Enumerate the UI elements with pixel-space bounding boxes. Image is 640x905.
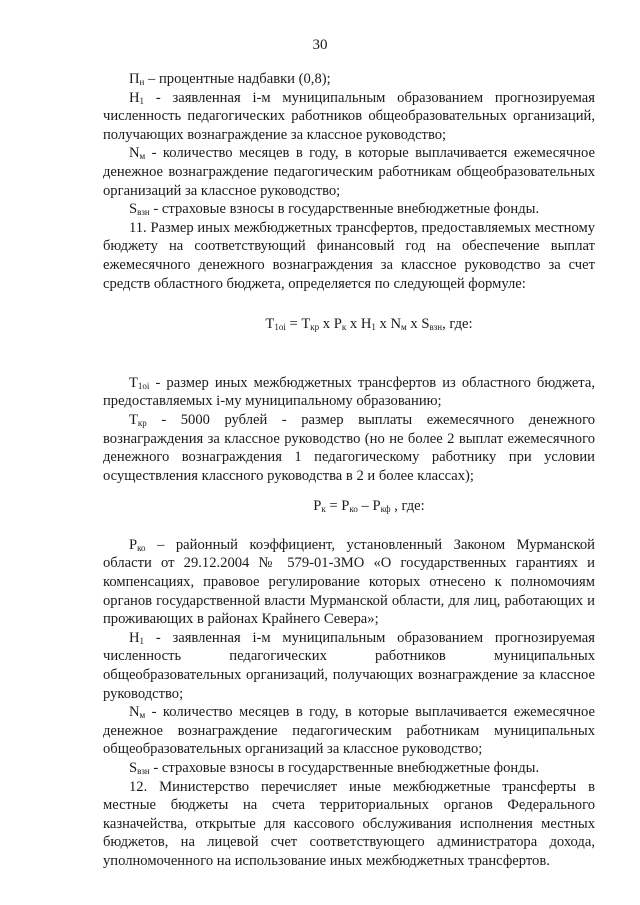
formula-coefficient: $Р_к = Р_{ко} - Р_{кф}$ , где: bbox=[313, 498, 425, 515]
definition-h1: $Н_1$ - заявленная i-м муниципальным образованием прогнозируемая численность педагогических работников общеобразовательных организаций, получающих вознаграждение за классное руководство; bbox=[103, 89, 595, 143]
clause-11: 11. Размер иных межбюджетных трансфертов, предоставляемых местному бюджету на соответствующий финансовый год на обеспечение выплат ежемесячного денежного вознаграждения за классное руководство за счет средств областного бюджета, определяется по следующей формуле: bbox=[103, 219, 595, 292]
definition-svzn: $S_{взн}$ - страховые взносы в государственные внебюджетные фонды. bbox=[129, 201, 540, 218]
document-body bbox=[103, 70, 595, 871]
page-number: 30 bbox=[312, 37, 328, 53]
definition-pn: $П_н$ – процентные надбавки (0,8); bbox=[129, 71, 331, 87]
definition-tkr: $Т_{кр} - 5000$ рублей - размер выплаты ежемесячного денежного вознаграждения за классное руководство (но не более 2 выплат ежемесячного денежного вознаграждения 1 педагогическому работнику при условии осуществления классного руководства в 2 и более классах); bbox=[103, 411, 595, 484]
definition-nm-second: $N_м$ - количество месяцев в году, в которые выплачивается ежемесячное денежное вознаграждение педагогическим работникам муниципальных общеобразовательных организаций за классное руководство; bbox=[103, 704, 595, 758]
clause-12: 12. Министерство перечисляет иные межбюджетные трансферты в местные бюджеты на счета территориальных органов Федерального казначейства, открытые для кассового обслуживания исполнения местных бюджетов, на лицевой счет соответствующего администратора дохода, уполномоченного на использование иных межбюджетных трансфертов. bbox=[103, 778, 595, 869]
definition-h1-second: $Н_1$ - заявленная i-м муниципальным образованием прогнозируемая численность педагогических работников муниципальных общеобразовательных организаций, получающих вознаграждение за классное руководство; bbox=[103, 629, 595, 702]
definition-svzn-second: $S_{взн}$ - страховые взносы в государственные внебюджетные фонды. bbox=[129, 760, 540, 776]
definition-pko: $Р_{ко}$ – районный коэффициент, установленный Законом Мурманской области от 29.12.2004 № 579-01-ЗМО «О государственных гарантиях и компенсациях, правовое регулирование которых отнесено к полномочиям органов государственной власти Мурманской области, для лиц, работающих и проживающих в районах Крайнего Севера»; bbox=[103, 536, 595, 628]
formula-transfer: $Т_{1oi} = Т_{кр}$ х $Р_к$ х $Н_1$ х $N_м$ х $S_{взн}$, где: bbox=[265, 316, 473, 333]
definition-t1oi: $Т_{1oi}$ - размер иных межбюджетных трансфертов из областного бюджета, предоставляемых i-му муниципальному образованию; bbox=[103, 374, 595, 410]
definition-nm: $N_м$ - количество месяцев в году, в которые выплачивается ежемесячное денежное вознаграждение педагогическим работникам общеобразовательных организаций за классное руководство; bbox=[103, 145, 595, 199]
